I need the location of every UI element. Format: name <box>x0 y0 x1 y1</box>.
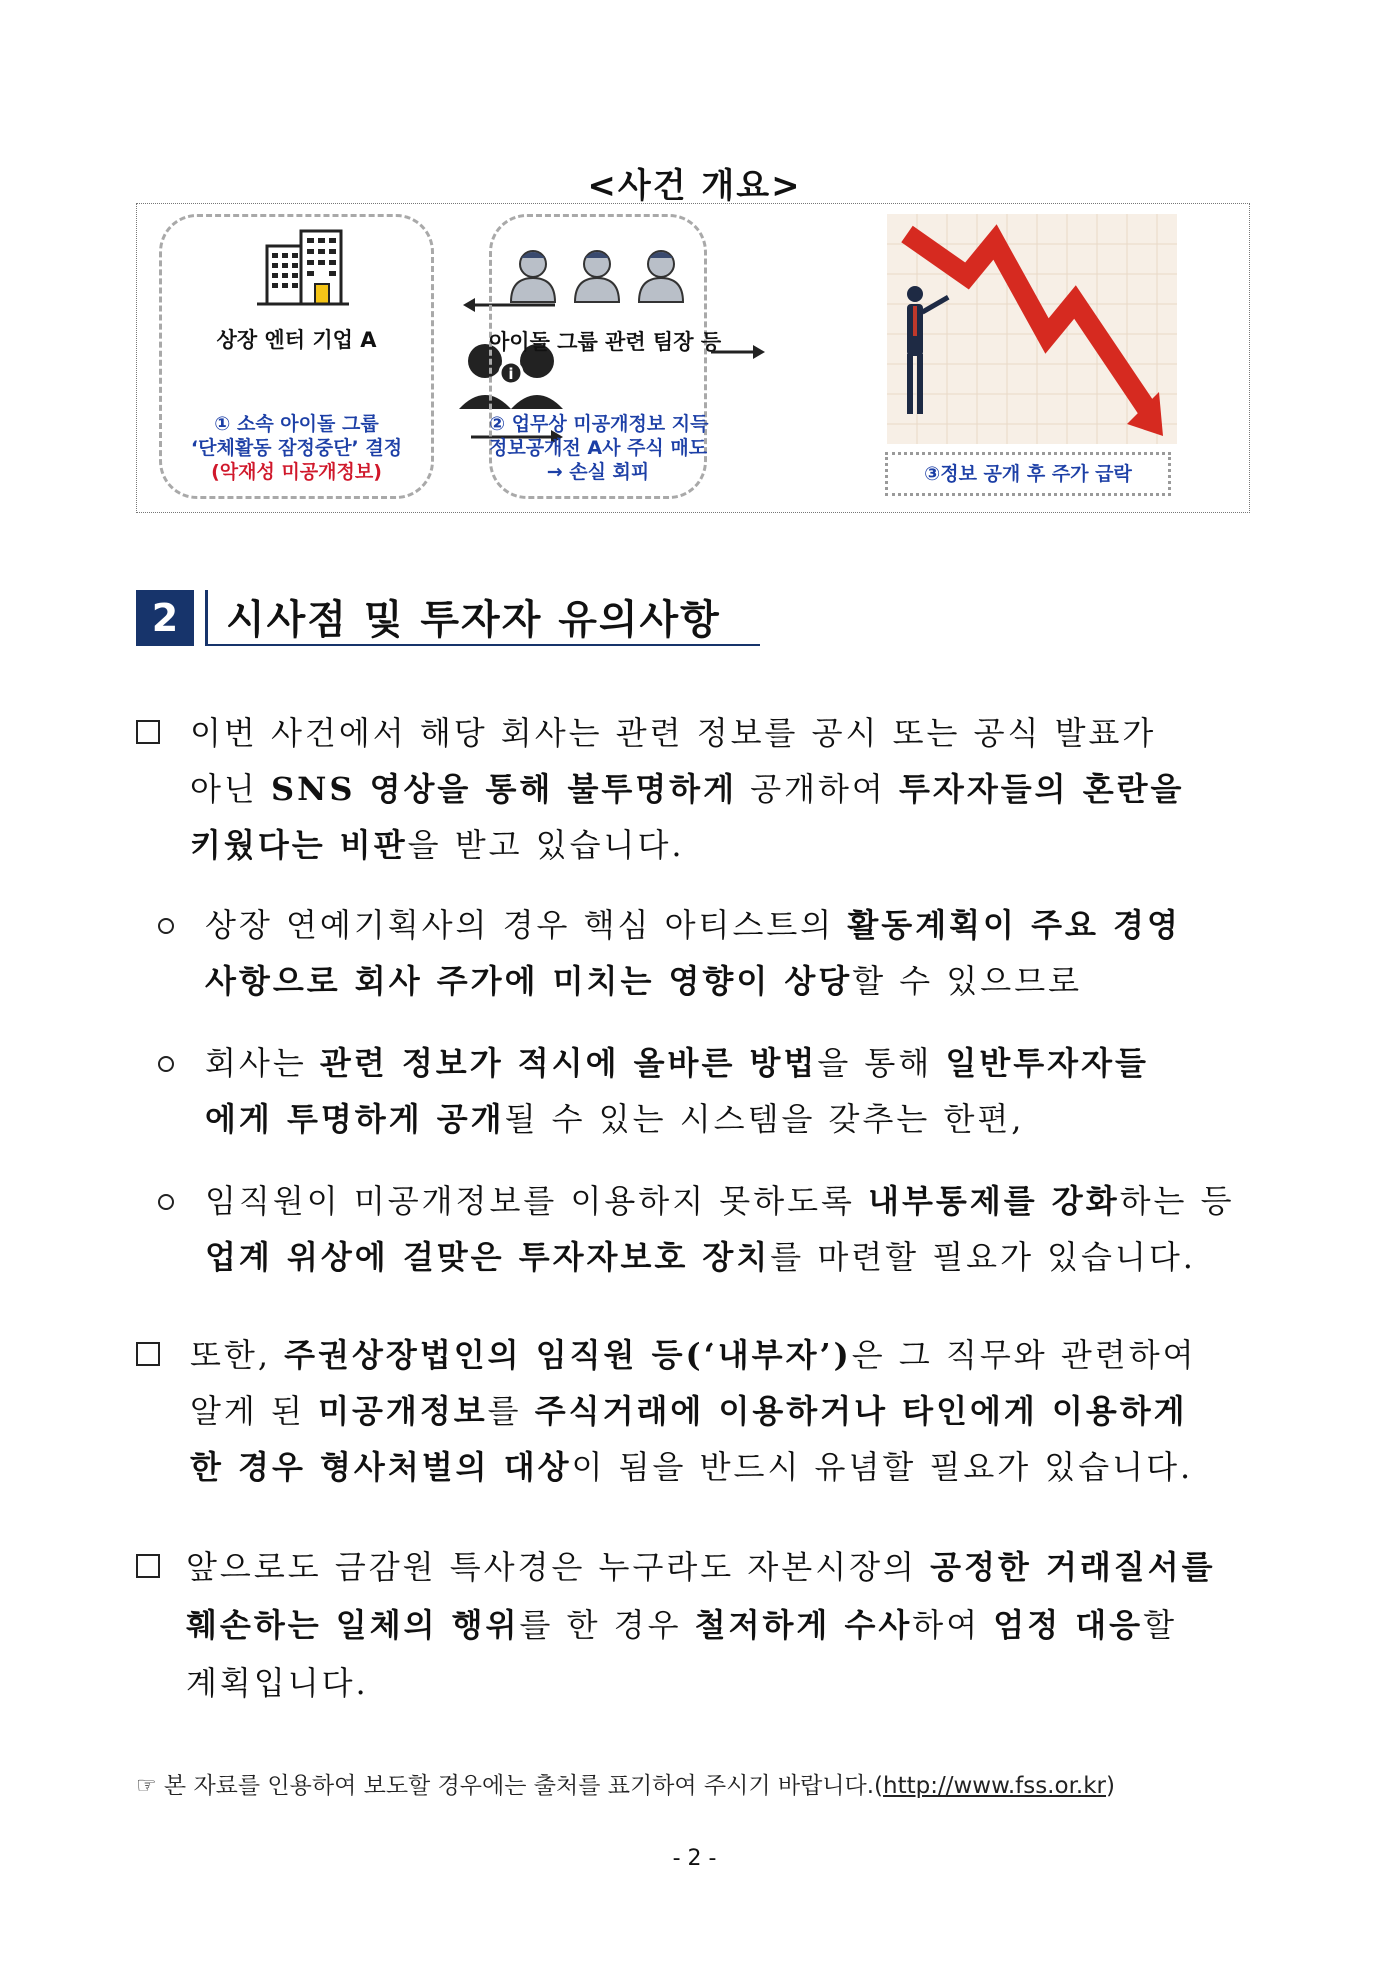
para1-line1: 이번 사건에서 해당 회사는 관련 정보를 공시 또는 공식 발표가 <box>190 714 1157 752</box>
para2-line3: 한 경우 형사처벌의 대상이 됨을 반드시 유념할 필요가 있습니다. <box>190 1448 1194 1486</box>
para2-line1: 또한, 주권상장법인의 임직원 등(‘내부자’)은 그 직무와 관련하여 <box>190 1336 1197 1374</box>
sub3-line1: 임직원이 미공개정보를 이용하지 못하도록 내부통제를 강화하는 등 <box>205 1182 1235 1220</box>
checkbox-square-bullet <box>136 720 160 744</box>
sub2-line1: 회사는 관련 정보가 적시에 올바른 방법을 통해 일반투자자들 <box>205 1044 1149 1082</box>
para3-line2: 훼손하는 일체의 행위를 한 경우 철저하게 수사하여 엄정 대응할 <box>186 1606 1178 1644</box>
sub2-line2: 에게 투명하게 공개될 수 있는 시스템을 갖추는 한편, <box>205 1100 1025 1138</box>
circle-bullet <box>158 918 174 934</box>
checkbox-square-bullet <box>136 1342 160 1366</box>
section-number: 2 <box>136 590 194 646</box>
sub1-line2: 사항으로 회사 주가에 미치는 영향이 상당할 수 있으므로 <box>205 962 1083 1000</box>
checkbox-square-bullet <box>136 1554 160 1578</box>
diagram-title: <사건 개요> <box>587 166 802 206</box>
team-note-3: → 손실 회피 <box>546 461 650 483</box>
para3-line1: 앞으로도 금감원 특사경은 누구라도 자본시장의 공정한 거래질서를 <box>186 1548 1216 1586</box>
fss-website-link[interactable]: http://www.fss.or.kr <box>883 1773 1107 1799</box>
circle-bullet <box>158 1056 174 1072</box>
svg-text:i: i <box>508 365 514 383</box>
para1-line3: 키웠다는 비판을 받고 있습니다. <box>190 826 685 864</box>
stock-drop-illustration <box>887 214 1177 444</box>
right-arrow-icon <box>709 342 769 362</box>
circle-bullet <box>158 1194 174 1210</box>
people-icon <box>499 244 699 304</box>
incident-diagram <box>136 203 1250 513</box>
para1-line2: 아닌 SNS 영상을 통해 불투명하게 공개하여 투자자들의 혼란을 <box>190 770 1185 808</box>
building-icon <box>237 226 357 306</box>
team-note-2: 정보공개전 A사 주식 매도 <box>489 437 708 459</box>
company-note-2: ‘단체활동 잠정중단’ 결정 <box>190 437 403 459</box>
para2-line2: 알게 된 미공개정보를 주식거래에 이용하거나 타인에게 이용하게 <box>190 1392 1188 1430</box>
page-number: - 2 - <box>672 1846 717 1871</box>
company-note-3: (악재성 미공개정보) <box>211 461 382 483</box>
para3-line3: 계획입니다. <box>186 1664 369 1702</box>
company-note-1: ① 소속 아이돌 그룹 <box>214 413 379 435</box>
team-label: 아이돌 그룹 관련 팀장 등 <box>489 330 722 354</box>
sub1-line1: 상장 연예기획사의 경우 핵심 아티스트의 활동계획이 주요 경영 <box>205 906 1181 944</box>
section-divider <box>205 590 208 646</box>
section-title: 시사점 및 투자자 유의사항 <box>226 597 721 643</box>
team-note-1: ② 업무상 미공개정보 지득 <box>489 413 709 435</box>
chart-caption: ③정보 공개 후 주가 급락 <box>924 463 1132 485</box>
source-note: ☞ 본 자료를 인용하여 보도할 경우에는 출처를 표기하여 주시기 바랍니다.(http://www.fss.or.kr) <box>136 1773 1115 1799</box>
sub3-line2: 업계 위상에 걸맞은 투자자보호 장치를 마련할 필요가 있습니다. <box>205 1238 1196 1276</box>
company-label: 상장 엔터 기업 A <box>216 328 377 352</box>
section-underline <box>205 644 760 646</box>
